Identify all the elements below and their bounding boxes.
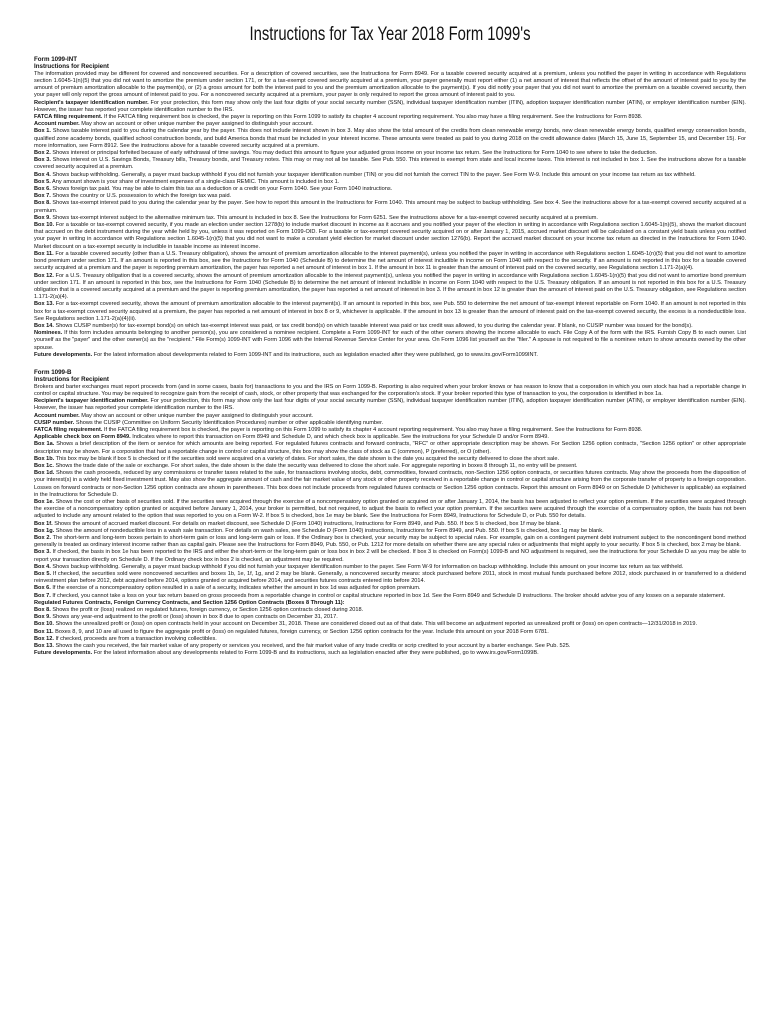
paragraph-text: Shows interest or principal forfeited because of early withdrawal of time savings. You may deduct this amount to figure your adjusted gross income on your income tax return. See the Instructions for Form 1040 to see where to take the deduction.	[52, 150, 658, 157]
paragraph-text: For a tax-exempt covered security, shows the amount of premium amortization allocable to the interest payment(s). If an amount is reported in this box, see Pub. 550 to determine the net amount of tax-exempt interest reportable on Form 1040. If an amount is not reported in this box for a tax-exempt covered security acquired at a premium, the payer has reported a net amount of interest in box 8 or 9, whichever is applicable. If the amount in box 13 is greater than the amount of interest paid on the tax-exempt covered security, the excess is a nondeductible loss. See Regulations section 1.171-2(a)(4)(ii).	[34, 301, 747, 322]
paragraph-lead: Box 12.	[34, 635, 54, 642]
paragraph-text: This box may be blank if box 5 is checked or if the securities sold were acquired on a variety of dates. For short sales, the date shown is the date you acquired the security delivered to close the short sale.	[55, 455, 560, 462]
form-name: Form 1099-INT	[34, 56, 77, 63]
paragraph-text: If the FATCA filing requirement box is checked, the payer is reporting on this Form 1099 to satisfy its chapter 4 account reporting requirement. You also may have a filing requirement. See the Instructions for Form 8938.	[103, 426, 643, 433]
paragraph-lead: Box 1e.	[34, 499, 55, 505]
paragraph-lead: Future developments.	[34, 650, 93, 657]
paragraph-lead: Box 4.	[34, 563, 51, 570]
section-subtitle: Instructions for Recipient	[34, 63, 109, 71]
paragraph-lead: Box 6.	[34, 186, 51, 193]
paragraph-lead: Box 4.	[34, 171, 51, 178]
paragraph-lead: CUSIP number.	[34, 419, 75, 426]
paragraph-lead: Box 9.	[34, 214, 51, 221]
paragraph-lead: Box 5.	[34, 571, 52, 578]
paragraph-text: Shows any year-end adjustment to the profit or (loss) shown in box 8 due to open contracts on December 31, 2017.	[52, 614, 338, 621]
instruction-paragraph	[34, 200, 746, 214]
paragraph-text: If this form includes amounts belonging to another person(s), you are considered a nominee recipient. Complete a Form 1099-INT for each of the other owners showing the income allocable to each. File Copy A of the form with the IRS. Furnish Copy B to each owner. List yourself as the "payer" and the other owner(s) as the "recipient." File Form(s) 1099-INT with Form 1096 with the Internal Revenue Service Center for your area. On Form 1096 list yourself as the "filer." A spouse is not required to file a nominee return to show amounts owned by the other spouse.	[34, 330, 746, 351]
instruction-paragraph	[34, 427, 746, 434]
paragraph-text: If checked, you cannot take a loss on your tax return based on gross proceeds from a reportable change in control or capital structure reported in box 1d. See the Form 8949 and Schedule D instructions. The broker should advise you of any losses on a separate statement.	[52, 592, 726, 599]
paragraph-text: For the latest information about developments related to Form 1099-INT and its instructions, such as legislation enacted after they were published, go to www.irs.gov/Form1099INT.	[93, 351, 538, 358]
instruction-paragraph	[34, 420, 746, 427]
instruction-paragraph	[34, 614, 746, 621]
instruction-paragraph	[34, 463, 746, 470]
sections-container	[34, 56, 746, 657]
paragraph-text: The short-term and long-term boxes pertain to short-term gain or loss and long-term gain or loss. If the Ordinary box is checked, your security may be subject to special rules. For example, gain on a contingent payment debt instrument subject to the noncontingent bond method generally is treated as ordinary interest income rather than as capital gain. Please see the Instructions for Form 8949, Pub. 550, or Pub. 1212 for more details on whether there are any special rules or adjustments that might apply to your security. If box 5 is checked, box 2 may be blank.	[34, 535, 746, 549]
paragraph-text: Shows a brief description of the item or service for which amounts are being reported. For regulated futures contracts and forward contracts, "RFC" or other appropriate description may be shown. For Section 1256 option contracts, "Section 1256 option" or other appropriate description may be shown. For a corporation that had a reportable change in control or capital structure, this box may show the class of stock as C (common), P (preferred), or O (other).	[34, 441, 747, 455]
paragraph-text: Shows backup withholding. Generally, a payer must backup withhold if you did not furnish your taxpayer identification number to the payer. See Form W-9 for information on backup withholding. Include this amount on your income tax return as tax withheld.	[52, 563, 684, 570]
instruction-paragraph	[34, 528, 746, 535]
instruction-paragraph	[34, 434, 746, 441]
paragraph-lead: Box 7.	[34, 592, 51, 599]
paragraph-lead: Box 13.	[34, 301, 55, 308]
instruction-paragraph	[34, 521, 746, 528]
paragraph-text: Any amount shown is your share of investment expenses of a single-class REMIC. This amount is included in box 1.	[52, 178, 340, 185]
paragraph-text: Shows the trade date of the sale or exchange. For short sales, the date shown is the date the security was delivered to close the short sale. For aggregate reporting in boxes 8 through 11, no entry will be present.	[55, 462, 578, 469]
paragraph-text: If checked, proceeds are from a transaction involving collectibles.	[55, 635, 217, 642]
instruction-paragraph	[34, 636, 746, 643]
paragraph-text: For a taxable or tax-exempt covered security, if you made an election under section 1278(b) to include market discount in income as it accrues and you notified your payer of the election in writing in accordance with Regulations section 1.6045-1(n)(5), shows the market discount that accrued on the debt instrument during the year while held by you, unless it was reported on Form 1099-OID. For a taxable or tax-exempt covered security acquired on or after January 1, 2015, accrued market discount will be calculated on a constant yield basis unless you notified your payer in writing in accordance with Regulations section 1.6045-1(n)(5) that you did not want to make a constant yield election for market discount under section 1276(b). Report the accrued market discount on your income tax return as directed in the Instructions for Form 1040. Market discount on a tax-exempt security is includible in taxable income as interest income.	[34, 222, 746, 250]
paragraph-lead: Applicable check box on Form 8949.	[34, 434, 131, 441]
paragraph-lead: Box 6.	[34, 585, 51, 592]
paragraph-text: Shows the country or U.S. possession to which the foreign tax was paid.	[52, 193, 232, 200]
instruction-paragraph	[34, 157, 746, 171]
instruction-paragraph	[34, 607, 746, 614]
paragraph-lead: Regulated Futures Contracts, Foreign Currency Contracts, and Section 1256 Option Contracts (Boxes 8 Through 11):	[34, 599, 345, 606]
instruction-paragraph	[34, 330, 746, 352]
instruction-paragraph	[34, 323, 746, 330]
paragraph-lead: Box 11.	[34, 250, 54, 257]
paragraph-lead: Account number.	[34, 121, 80, 128]
instruction-paragraph	[34, 384, 746, 398]
paragraph-lead: Box 1a.	[34, 441, 55, 448]
instruction-paragraph	[34, 499, 746, 521]
instruction-paragraph	[34, 114, 746, 121]
paragraph-text: For a taxable covered security (other than a U.S. Treasury obligation), shows the amount of premium amortization allocable to the interest payment(s), unless you notified the payer in writing in accordance with Regulations section 1.6045-1(n)(5) that you did not want to amortize bond premium under section 171. If an amount is reported in this box, see the Instructions for Form 1040 (Schedule B) to determine the net amount of interest includible in income on Form 1040 with respect to the security. If an amount is not reported in this box for a taxable covered security acquired at a premium and the payer is reporting premium amortization, the payer has reported a net amount of interest in box 1. If the amount in box 11 is greater than the amount of interest paid on the covered security, see Regulations section 1.171-2(a)(4).	[34, 250, 746, 272]
paragraph-lead: Nominees.	[34, 330, 63, 337]
instruction-paragraph	[34, 535, 746, 549]
instruction-paragraph	[34, 71, 746, 100]
paragraph-text: Shows tax-exempt interest paid to you during the calendar year by the payer. See how to report this amount in the Instructions for Form 1040. This amount may be subject to backup withholding. See box 4. See the instructions above for a tax-exempt covered security acquired at a premium.	[34, 200, 746, 214]
instruction-paragraph	[34, 273, 746, 302]
instruction-paragraph	[34, 629, 746, 636]
paragraph-lead: Recipient's taxpayer identification number.	[34, 99, 149, 106]
paragraph-lead: Box 7.	[34, 193, 51, 200]
paragraph-lead: Box 10.	[34, 222, 55, 229]
paragraph-lead: Box 14.	[34, 322, 54, 329]
paragraph-lead: Box 3.	[34, 157, 51, 164]
page-title: Instructions for Tax Year 2018 Form 1099's	[249, 24, 531, 45]
paragraph-text: The information provided may be different for covered and noncovered securities. For a description of covered securities, see the Instructions for Form 8949. For a taxable covered security acquired at a premium, unless you notified the payer in writing in accordance with Regulations section 1.6045-1(n)(5) that you did not want to amortize the premium under section 171, or for a tax-exempt covered security acquired at a premium, your payer generally must report either (1) a net amount of interest that reflects the offset of the amount of interest paid to you by the amount of premium amortization allocable to the payment(s), or (2) a gross amount for both the interest paid to you and the premium amortization allocable to the payment(s). If you did notify your payer that you did not want to amortize the premium on a taxable covered security, then your payer will only report the gross amount of interest paid to you. For a noncovered security acquired at a premium, your payer is only required to report the gross amount of interest paid to you.	[34, 70, 746, 99]
instruction-paragraph	[34, 643, 746, 650]
form-section	[34, 56, 746, 359]
paragraph-lead: Box 2.	[34, 150, 51, 157]
paragraph-text: May show an account or other unique number the payer assigned to distinguish your account.	[81, 412, 314, 419]
paragraph-lead: Box 8.	[34, 607, 51, 614]
paragraph-lead: FATCA filing requirement.	[34, 114, 103, 121]
paragraph-text: Shows tax-exempt interest subject to the alternative minimum tax. This amount is included in box 8. See the Instructions for Form 6251. See the instructions above for a tax-exempt covered security acquired at a premium.	[52, 214, 598, 221]
instruction-paragraph	[34, 301, 746, 323]
paragraph-text: Shows interest on U.S. Savings Bonds, Treasury bills, Treasury bonds, and Treasury notes. This may or may not all be taxable. See Pub. 550. This interest is exempt from state and local income taxes. This interest is not included in box 1. See the instructions above for a taxable covered security acquired at a premium.	[34, 157, 746, 171]
instruction-paragraph	[34, 650, 746, 657]
paragraph-text: Shows the cost or other basis of securities sold. If the securities were acquired through the exercise of a noncompensatory option granted or acquired on or after January 1, 2014, the basis has been adjusted to reflect your option premium. If the securities were acquired through the exercise of a noncompensatory option granted or acquired before January 1, 2014, your broker is permitted, but not required, to adjust the basis to reflect your option premium. If the securities were acquired through the exercise of a compensatory option, the basis has not been adjusted to include any amount related to the option that was reported to you on a Form W-2. If box 5 is checked, box 1e may be blank. See the Instructions for Form 8949, Instructions for Schedule D, or Pub. 550 for details.	[34, 499, 746, 520]
paragraph-lead: Box 2.	[34, 535, 51, 542]
paragraph-text: Boxes 8, 9, and 10 are all used to figure the aggregate profit or (loss) on regulated futures, foreign currency, or Section 1256 option contracts for the year. Include this amount on your 2018 Form 6781.	[55, 628, 549, 635]
instruction-paragraph	[34, 571, 746, 585]
instruction-paragraph	[34, 121, 746, 128]
instruction-paragraph	[34, 441, 746, 455]
paragraph-lead: Account number.	[34, 412, 80, 419]
paragraph-text: Shows taxable interest paid to you during the calendar year by the payer. This does not include interest shown in box 3. May also show the total amount of the credits from clean renewable energy bonds, new clean renewable energy bonds, qualified energy conservation bonds, qualified zone academy bonds, qualified school construction bonds, and build America bonds that must be included in your interest income. These amounts were treated as paid to you during 2018 on the credit allowance dates (March 15, June 15, September 15, and December 15). For more information, see Form 8912. See the instructions above for a taxable covered security acquired at a premium.	[34, 128, 746, 149]
paragraph-lead: Box 1g.	[34, 527, 55, 534]
instruction-paragraph	[34, 352, 746, 359]
instruction-paragraph	[34, 150, 746, 157]
instruction-paragraph	[34, 398, 746, 412]
paragraph-lead: Box 5.	[34, 178, 51, 185]
paragraph-lead: Box 8.	[34, 200, 51, 207]
instruction-paragraph	[34, 193, 746, 200]
paragraph-text: If checked, the securities sold were noncovered securities and boxes 1b, 1e, 1f, 1g, and 2 may be blank. Generally, a noncovered security means: stock purchased before 2011, stock in most mutual funds purchased before 2012, stock purchased in or transferred to a dividend reinvestment plan before 2012, debt acquired before 2014, options granted or acquired before 2014, and securities futures contracts entered into before 2014.	[34, 571, 746, 585]
paragraph-text: Shows the cash you received, the fair market value of any property or services you received, and the fair market value of any trade credits or scrip credited to your account by a barter exchange. See Pub. 525.	[55, 643, 571, 650]
instruction-paragraph	[34, 215, 746, 222]
section-subtitle: Instructions for Recipient	[34, 376, 109, 384]
instruction-paragraph	[34, 251, 746, 273]
form-name: Form 1099-B	[34, 368, 72, 376]
instruction-paragraph	[34, 413, 746, 420]
paragraph-lead: Box 3.	[34, 549, 51, 556]
paragraph-lead: Box 11.	[34, 628, 54, 635]
instruction-paragraph	[34, 456, 746, 463]
paragraph-text: Shows the amount of accrued market discount. For details on market discount, see Schedule D (Form 1040) instructions, Instructions for Form 8949, and Pub. 550. If box 5 is checked, box 1f may be blank.	[54, 520, 562, 527]
paragraph-text: If checked, the basis in box 1e has been reported to the IRS and either the short-term or the long-term gain or loss box in box 2 will be checked. If box 3 is checked on Form(s) 1099-B and NO adjustment is required, see the instructions for your Schedule D as you may be able to report your transaction directly on Schedule D. If the Ordinary check box in box 2 is checked, an adjustment may be required.	[34, 549, 746, 563]
paragraph-lead: FATCA filing requirement.	[34, 426, 103, 433]
paragraph-text: May show an account or other unique number the payer assigned to distinguish your account.	[81, 121, 314, 128]
paragraph-lead: Box 1.	[34, 128, 51, 135]
instruction-paragraph	[34, 549, 746, 563]
paragraph-text: Shows the unrealized profit or (loss) on open contracts held in your account on December 31, 2018. These are considered closed out as of that date. This will become an adjustment reported as unrealized profit or (loss) on open contracts—12/31/2018 in 2019.	[55, 621, 698, 628]
instruction-paragraph	[34, 100, 746, 114]
paragraph-lead: Recipient's taxpayer identification number.	[34, 398, 149, 405]
paragraph-lead: Box 10.	[34, 621, 54, 628]
paragraph-text: Shows the CUSIP (Committee on Uniform Security Identification Procedures) number or other applicable identifying number.	[75, 419, 384, 426]
paragraph-text: Shows foreign tax paid. You may be able to claim this tax as a deduction or a credit on your Form 1040. See your Form 1040 instructions.	[52, 186, 393, 193]
paragraph-text: Shows the profit or (loss) realized on regulated futures, foreign currency, or Section 1256 option contracts closed during 2018.	[52, 607, 364, 614]
paragraph-text: Indicates where to report this transaction on Form 8949 and Schedule D, and which check box is applicable. See the instructions for your Schedule D and/or Form 8949.	[132, 434, 549, 441]
paragraph-lead: Box 1f.	[34, 520, 53, 527]
instruction-paragraph	[34, 222, 746, 251]
instruction-paragraph	[34, 172, 746, 179]
instruction-paragraph	[34, 600, 746, 607]
paragraph-text: Brokers and barter exchanges must report proceeds from (and in some cases, basis for) transactions to you and the IRS on Form 1099-B. Reporting is also required when your broker knows or has reason to know that a corporation in which you own stock has had a reportable change in control or capital structure. You may be required to recognize gain from the receipt of cash, stock, or other property that was exchanged for the corporation's stock. If your broker reported this type of transaction to you, the corporation is identified in box 1a.	[34, 383, 746, 397]
paragraph-lead: Box 1d.	[34, 470, 55, 477]
instruction-paragraph	[34, 564, 746, 571]
paragraph-text: Shows the amount of nondeductible loss in a wash sale transaction. For details on wash sales, see Schedule D (Form 1040) instructions, Instructions for Form 8949, and Pub. 550. If box 5 is checked, box 1g may be blank.	[55, 527, 604, 534]
instruction-paragraph	[34, 179, 746, 186]
paragraph-lead: Box 9.	[34, 614, 51, 621]
instruction-paragraph	[34, 593, 746, 600]
paragraph-text: For your protection, this form may show only the last four digits of your social security number (SSN), individual taxpayer identification number (ITIN), adoption taxpayer identification number (ATIN), or employer identification number (EIN). However, the issuer has reported your complete identification number to the IRS.	[34, 99, 746, 113]
paragraph-text: Shows the cash proceeds, reduced by any commissions or transfer taxes related to the sale, for transactions involving stocks, debt, commodities, forward contracts, non-Section 1256 option contracts, or securities futures contracts. May show the proceeds from the disposition of your interest(s) in a widely held fixed investment trust. May also show the aggregate amount of cash and the fair market value of any stock or other property received in a reportable change in control or capital structure arising from the corporate transfer of property to a foreign corporation. Losses on forward contracts or non-Section 1256 option contracts are shown in parentheses. This box does not include proceeds from regulated futures contracts or Section 1256 option contracts. Report this amount on Form 8949 or on Schedule D (whichever is applicable) as explained in the Instructions for Schedule D.	[34, 470, 746, 498]
paragraph-text: Shows CUSIP number(s) for tax-exempt bond(s) on which tax-exempt interest was paid, or tax credit bond(s) on which taxable interest was paid or tax credit was allowed, to you during the calendar year. If blank, no CUSIP number was issued for the bond(s).	[55, 322, 693, 329]
paragraph-lead: Future developments.	[34, 351, 93, 358]
paragraph-text: For your protection, this form may show only the last four digits of your social security number (SSN), individual taxpayer identification number (ITIN), adoption taxpayer identification number (ATIN), or employer identification number (EIN). However, the issuer has reported your complete identification number to the IRS.	[34, 398, 746, 412]
instruction-paragraph	[34, 585, 746, 592]
paragraph-lead: Box 1b.	[34, 455, 55, 462]
paragraph-lead: Box 13.	[34, 643, 54, 650]
paragraph-lead: Box 1c.	[34, 462, 54, 469]
instruction-paragraph	[34, 470, 746, 499]
paragraph-text: If the FATCA filing requirement box is checked, the payer is reporting on this Form 1099 to satisfy its chapter 4 account reporting requirement. You also may have a filing requirement. See the Instructions for Form 8938.	[103, 114, 643, 121]
paragraph-text: Shows backup withholding. Generally, a payer must backup withhold if you did not furnish your taxpayer identification number (TIN) or you did not furnish the correct TIN to the payer. See Form W-9. Include this amount on your income tax return as tax withheld.	[52, 171, 696, 178]
instruction-paragraph	[34, 128, 746, 150]
instruction-paragraph	[34, 186, 746, 193]
paragraph-lead: Box 12.	[34, 272, 54, 279]
instruction-paragraph	[34, 621, 746, 628]
paragraph-text: For the latest information about any developments related to Form 1099-B and its instructions, such as legislation enacted after they were published, go to www.irs.gov/Form1099B.	[93, 650, 539, 657]
paragraph-text: For a U.S. Treasury obligation that is a covered security, shows the amount of premium amortization allocable to the interest payment(s), unless you notified the payer in writing in accordance with Regulations section 1.6045-1(n)(5) that you did not want to amortize bond premium under section 171. If an amount is reported in this box, see the Instructions for Form 1040 (Schedule B) to determine the net amount of interest includible in income on Form 1040 with respect to the U.S. Treasury obligation. If an amount is not reported in this box for a U.S. Treasury obligation that is a covered security acquired at a premium and the payer is reporting premium amortization, the payer has reported a net amount of interest in box 3. If the amount in box 12 is greater than the amount of interest paid on the U.S. Treasury obligation, see Regulations section 1.171-2(a)(4).	[34, 272, 746, 301]
paragraph-text: If the exercise of a noncompensatory option resulted in a sale of a security, indicates whether the amount in box 1d was adjusted for option premium.	[52, 585, 421, 592]
form-section	[34, 369, 746, 658]
